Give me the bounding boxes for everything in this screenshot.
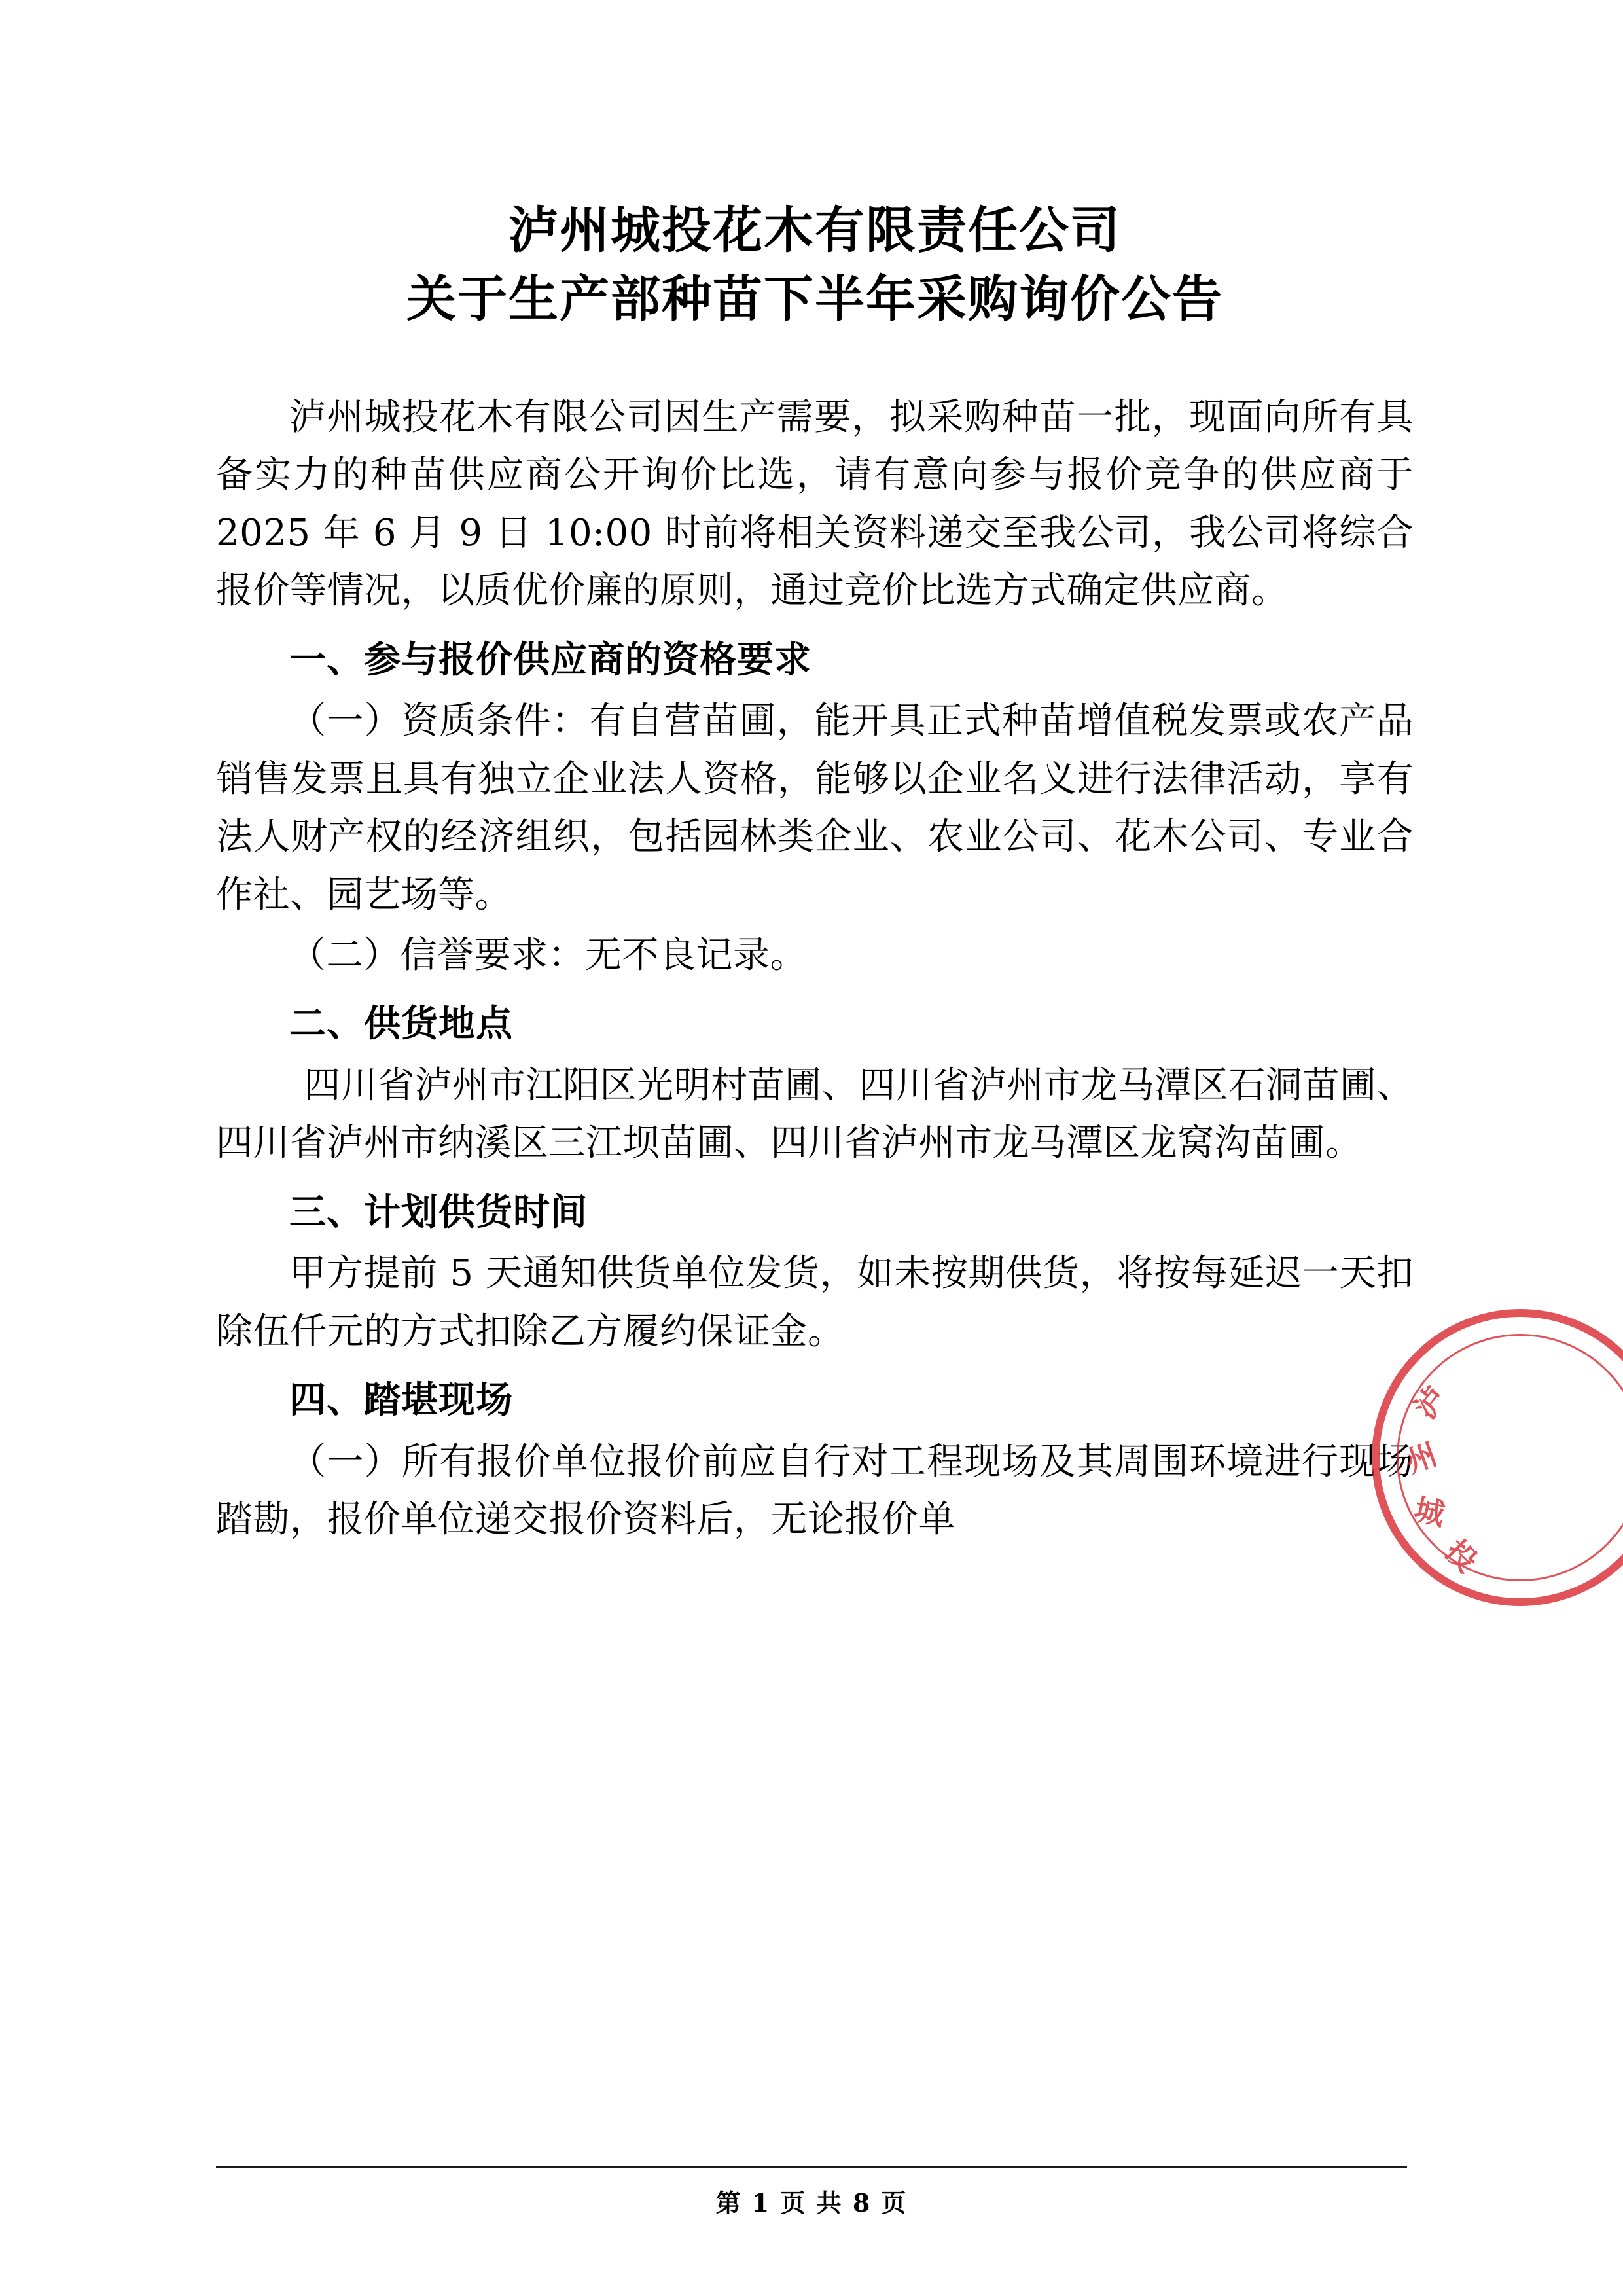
- seal-char-4: 投: [1438, 1532, 1485, 1579]
- section-4-paragraph-1: （一）所有报价单位报价前应自行对工程现场及其周围环境进行现场踏勘，报价单位递交报价资料后，无论报价单: [216, 1440, 1414, 1541]
- seal-char-1: 泸: [1406, 1380, 1454, 1426]
- seal-text: [1380, 1317, 1623, 1598]
- section-heading-3: 三、计划供货时间: [289, 1190, 588, 1234]
- section-heading-2: 二、供货地点: [289, 1002, 513, 1046]
- section-1-paragraph-2: （二）信誉要求：无不良记录。: [289, 933, 807, 977]
- document-body: [216, 177, 1414, 1552]
- section-1-paragraph-1: （一）资质条件：有自营苗圃，能开具正式种苗增值税发票或农产品销售发票且具有独立企业法人资格，能够以企业名义进行法律活动，享有法人财产权的经济组织，包括园林类企业、农业公司、花木公司、专业合作社、园艺场等。: [216, 700, 1414, 916]
- footer-divider: [216, 2166, 1407, 2168]
- section-heading-1: 一、参与报价供应商的资格要求: [289, 637, 812, 681]
- intro-paragraph: 泸州城投花木有限公司因生产需要，拟采购种苗一批，现面向所有具备实力的种苗供应商公开询价比选，请有意向参与报价竞争的供应商于 2025 年 6 月 9 日 10:00 时前将相关资料递交至我公司，我公司将综合报价等情况，以质优价廉的原则，通过竞价比选方式确定供应商。: [216, 395, 1414, 613]
- page-footer: 第 1 页 共 8 页: [715, 2188, 908, 2217]
- seal-char-3: 城: [1411, 1491, 1448, 1533]
- section-3-paragraph-1: 甲方提前 5 天通知供货单位发货，如未按期供货，将按每延迟一天扣除伍仟元的方式扣除乙方履约保证金。: [216, 1252, 1414, 1353]
- section-2-paragraph-1: 四川省泸州市江阳区光明村苗圃、四川省泸州市龙马潭区石洞苗圃、四川省泸州市纳溪区三江坝苗圃、四川省泸州市龙马潭区龙窝沟苗圃。: [216, 1064, 1414, 1165]
- seal-inner-ring: [1397, 1334, 1623, 1581]
- page-title: [216, 177, 1414, 334]
- document-content: [216, 389, 1414, 1549]
- seal-char-2: 州: [1401, 1436, 1442, 1480]
- title-line-1: 泸州城投花木有限责任公司: [508, 201, 1121, 259]
- title-line-2: 关于生产部种苗下半年采购询价公告: [406, 269, 1223, 328]
- section-heading-4: 四、踏堪现场: [289, 1378, 513, 1422]
